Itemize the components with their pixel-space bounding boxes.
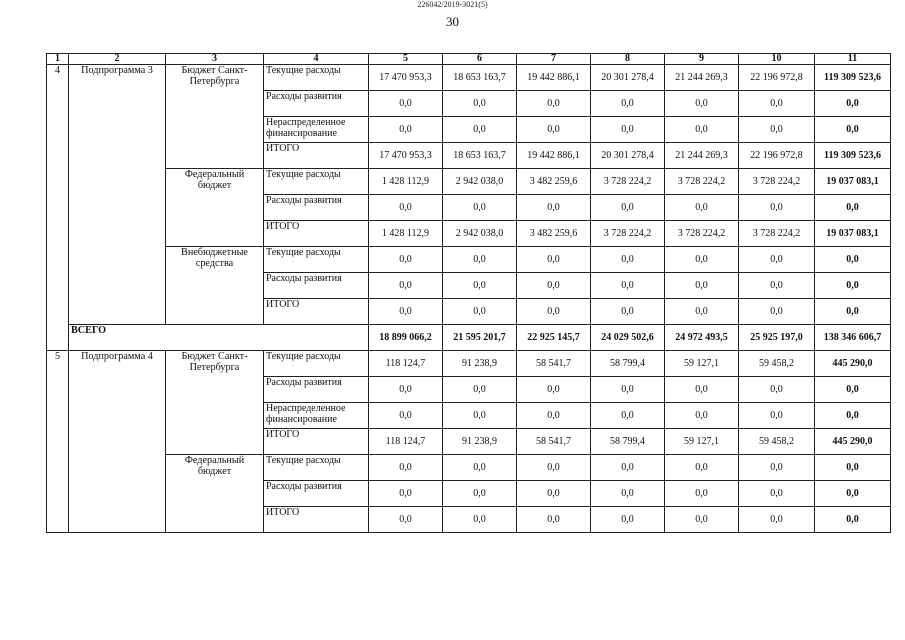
funding-source: Бюджет Санкт-Петербурга: [166, 351, 264, 455]
value-cell: 3 482 259,6: [517, 169, 591, 195]
table-row: [47, 247, 891, 273]
column-number: 10: [739, 54, 815, 65]
value-cell: 445 290,0: [815, 351, 891, 377]
value-cell: 0,0: [665, 377, 739, 403]
value-cell: 0,0: [517, 247, 591, 273]
value-cell: 0,0: [517, 195, 591, 221]
value-cell: 0,0: [517, 273, 591, 299]
value-cell: 0,0: [369, 247, 443, 273]
value-cell: 0,0: [591, 247, 665, 273]
value-cell: 0,0: [369, 195, 443, 221]
value-cell: 0,0: [815, 507, 891, 533]
value-cell: 0,0: [369, 481, 443, 507]
value-cell: 0,0: [443, 481, 517, 507]
value-cell: 58 541,7: [517, 351, 591, 377]
value-cell: 0,0: [739, 299, 815, 325]
value-cell: 0,0: [443, 273, 517, 299]
page-number: 30: [446, 14, 459, 29]
value-cell: 119 309 523,6: [815, 143, 891, 169]
value-cell: 59 127,1: [665, 429, 739, 455]
expense-category: Текущие расходы: [264, 351, 369, 377]
value-cell: 0,0: [369, 455, 443, 481]
value-cell: 0,0: [443, 117, 517, 143]
value-cell: 119 309 523,6: [815, 65, 891, 91]
value-cell: 0,0: [369, 377, 443, 403]
value-cell: 0,0: [369, 507, 443, 533]
value-cell: 0,0: [815, 299, 891, 325]
grand-total-value: 18 899 066,2: [369, 325, 443, 351]
value-cell: 0,0: [665, 91, 739, 117]
value-cell: 0,0: [517, 507, 591, 533]
expense-category: ИТОГО: [264, 221, 369, 247]
value-cell: 0,0: [815, 481, 891, 507]
expense-category: Текущие расходы: [264, 247, 369, 273]
value-cell: 17 470 953,3: [369, 143, 443, 169]
column-number-row: [47, 54, 891, 65]
value-cell: 0,0: [665, 273, 739, 299]
value-cell: 0,0: [369, 117, 443, 143]
table-row: [47, 65, 891, 91]
value-cell: 0,0: [815, 455, 891, 481]
value-cell: 0,0: [815, 403, 891, 429]
grand-total-value: 138 346 606,7: [815, 325, 891, 351]
program-name: Подпрограмма 4: [69, 351, 166, 533]
value-cell: 0,0: [739, 403, 815, 429]
column-number: 5: [369, 54, 443, 65]
value-cell: 0,0: [443, 455, 517, 481]
value-cell: 58 541,7: [517, 429, 591, 455]
program-name: Подпрограмма 3: [69, 65, 166, 325]
value-cell: 0,0: [815, 247, 891, 273]
expense-category: Расходы развития: [264, 273, 369, 299]
value-cell: 58 799,4: [591, 429, 665, 455]
column-number: 1: [47, 54, 69, 65]
grand-total-row: [47, 325, 891, 351]
expense-category: Текущие расходы: [264, 169, 369, 195]
grand-total-value: 22 925 145,7: [517, 325, 591, 351]
document-id: 226042/2019-3021(5): [417, 0, 488, 9]
funding-table: [46, 53, 891, 533]
value-cell: 0,0: [443, 195, 517, 221]
value-cell: 0,0: [517, 377, 591, 403]
value-cell: 0,0: [443, 247, 517, 273]
value-cell: 0,0: [815, 377, 891, 403]
value-cell: 22 196 972,8: [739, 143, 815, 169]
expense-category: ИТОГО: [264, 429, 369, 455]
value-cell: 3 728 224,2: [591, 169, 665, 195]
expense-category: Нераспределенное финансирование: [264, 117, 369, 143]
column-number: 9: [665, 54, 739, 65]
expense-category: Расходы развития: [264, 195, 369, 221]
value-cell: 18 653 163,7: [443, 143, 517, 169]
value-cell: 0,0: [369, 91, 443, 117]
value-cell: 20 301 278,4: [591, 143, 665, 169]
value-cell: 3 728 224,2: [665, 221, 739, 247]
value-cell: 0,0: [591, 455, 665, 481]
value-cell: 0,0: [739, 273, 815, 299]
value-cell: 0,0: [443, 377, 517, 403]
value-cell: 0,0: [665, 403, 739, 429]
value-cell: 0,0: [443, 507, 517, 533]
table-row: [47, 455, 891, 481]
value-cell: 0,0: [443, 299, 517, 325]
value-cell: 19 037 083,1: [815, 221, 891, 247]
grand-total-value: 21 595 201,7: [443, 325, 517, 351]
program-number: 4: [47, 65, 69, 351]
value-cell: 2 942 038,0: [443, 169, 517, 195]
grand-total-value: 24 972 493,5: [665, 325, 739, 351]
value-cell: 0,0: [665, 195, 739, 221]
value-cell: 91 238,9: [443, 429, 517, 455]
program-number: 5: [47, 351, 69, 533]
value-cell: 0,0: [815, 91, 891, 117]
value-cell: 0,0: [591, 507, 665, 533]
value-cell: 0,0: [739, 117, 815, 143]
value-cell: 1 428 112,9: [369, 169, 443, 195]
grand-total-value: 24 029 502,6: [591, 325, 665, 351]
value-cell: 3 728 224,2: [739, 221, 815, 247]
value-cell: 3 482 259,6: [517, 221, 591, 247]
column-number: 3: [166, 54, 264, 65]
value-cell: 0,0: [591, 195, 665, 221]
value-cell: 1 428 112,9: [369, 221, 443, 247]
value-cell: 58 799,4: [591, 351, 665, 377]
value-cell: 0,0: [591, 117, 665, 143]
expense-category: Нераспределенное финансирование: [264, 403, 369, 429]
value-cell: 0,0: [443, 403, 517, 429]
value-cell: 0,0: [815, 273, 891, 299]
value-cell: 0,0: [665, 299, 739, 325]
value-cell: 0,0: [517, 481, 591, 507]
column-number: 4: [264, 54, 369, 65]
value-cell: 0,0: [591, 403, 665, 429]
value-cell: 0,0: [739, 481, 815, 507]
value-cell: 59 127,1: [665, 351, 739, 377]
value-cell: 0,0: [815, 195, 891, 221]
value-cell: 0,0: [739, 455, 815, 481]
expense-category: Расходы развития: [264, 377, 369, 403]
expense-category: Расходы развития: [264, 481, 369, 507]
value-cell: 0,0: [517, 299, 591, 325]
value-cell: 118 124,7: [369, 351, 443, 377]
expense-category: Расходы развития: [264, 91, 369, 117]
value-cell: 19 037 083,1: [815, 169, 891, 195]
value-cell: 0,0: [443, 91, 517, 117]
value-cell: 0,0: [739, 507, 815, 533]
value-cell: 18 653 163,7: [443, 65, 517, 91]
value-cell: 21 244 269,3: [665, 143, 739, 169]
value-cell: 3 728 224,2: [739, 169, 815, 195]
value-cell: 0,0: [665, 117, 739, 143]
expense-category: Текущие расходы: [264, 455, 369, 481]
value-cell: 0,0: [517, 403, 591, 429]
column-number: 2: [69, 54, 166, 65]
value-cell: 3 728 224,2: [591, 221, 665, 247]
value-cell: 0,0: [369, 403, 443, 429]
expense-category: ИТОГО: [264, 143, 369, 169]
value-cell: 0,0: [739, 195, 815, 221]
grand-total-label: ВСЕГО: [69, 325, 369, 351]
value-cell: 21 244 269,3: [665, 65, 739, 91]
value-cell: 2 942 038,0: [443, 221, 517, 247]
value-cell: 0,0: [665, 455, 739, 481]
table-row: [47, 351, 891, 377]
value-cell: 0,0: [591, 481, 665, 507]
funding-source: Федеральный бюджет: [166, 455, 264, 533]
value-cell: 19 442 886,1: [517, 143, 591, 169]
value-cell: 118 124,7: [369, 429, 443, 455]
value-cell: 0,0: [739, 247, 815, 273]
value-cell: 0,0: [369, 299, 443, 325]
value-cell: 0,0: [517, 455, 591, 481]
funding-source: Бюджет Санкт-Петербурга: [166, 65, 264, 169]
value-cell: 17 470 953,3: [369, 65, 443, 91]
value-cell: 59 458,2: [739, 429, 815, 455]
value-cell: 0,0: [815, 117, 891, 143]
value-cell: 59 458,2: [739, 351, 815, 377]
column-number: 11: [815, 54, 891, 65]
value-cell: 0,0: [739, 91, 815, 117]
value-cell: 0,0: [369, 273, 443, 299]
value-cell: 0,0: [665, 481, 739, 507]
value-cell: 0,0: [517, 117, 591, 143]
grand-total-value: 25 925 197,0: [739, 325, 815, 351]
expense-category: ИТОГО: [264, 299, 369, 325]
value-cell: 22 196 972,8: [739, 65, 815, 91]
value-cell: 0,0: [665, 247, 739, 273]
funding-source: Федеральный бюджет: [166, 169, 264, 247]
value-cell: 0,0: [591, 377, 665, 403]
funding-source: Внебюджетные средства: [166, 247, 264, 325]
value-cell: 20 301 278,4: [591, 65, 665, 91]
value-cell: 3 728 224,2: [665, 169, 739, 195]
column-number: 6: [443, 54, 517, 65]
value-cell: 0,0: [665, 507, 739, 533]
value-cell: 0,0: [591, 273, 665, 299]
value-cell: 445 290,0: [815, 429, 891, 455]
value-cell: 0,0: [517, 91, 591, 117]
table-row: [47, 169, 891, 195]
value-cell: 0,0: [591, 91, 665, 117]
column-number: 7: [517, 54, 591, 65]
value-cell: 91 238,9: [443, 351, 517, 377]
column-number: 8: [591, 54, 665, 65]
value-cell: 0,0: [739, 377, 815, 403]
value-cell: 19 442 886,1: [517, 65, 591, 91]
value-cell: 0,0: [591, 299, 665, 325]
expense-category: ИТОГО: [264, 507, 369, 533]
expense-category: Текущие расходы: [264, 65, 369, 91]
